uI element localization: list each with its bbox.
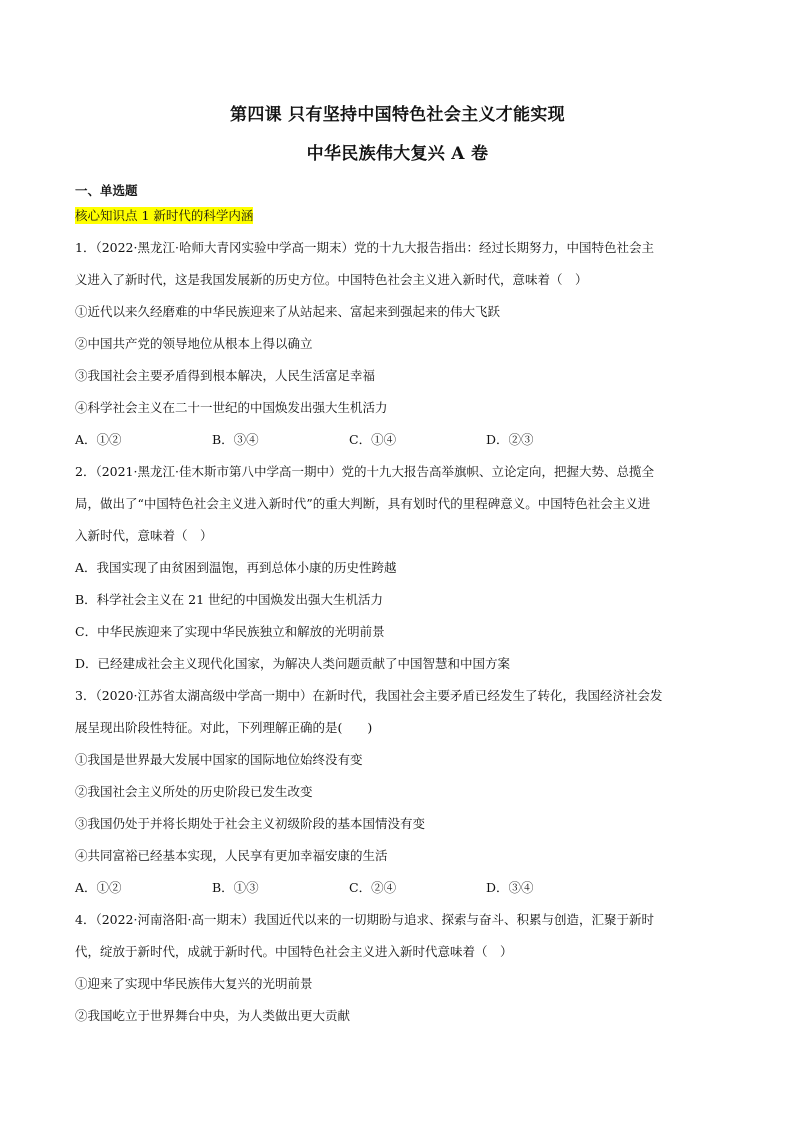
question-stem <box>75 688 720 736</box>
statement-item: ④科学社会主义在二十一世纪的中国焕发出强大生机活力 <box>75 400 388 415</box>
statement-item: ①迎来了实现中华民族伟大复兴的光明前景 <box>75 976 313 991</box>
option-a: A．我国实现了由贫困到温饱，再到总体小康的历史性跨越 <box>75 560 397 575</box>
section-heading: 一、单选题 <box>75 183 138 198</box>
stem-line: 局，做出了“中国特色社会主义进入新时代”的重大判断，具有划时代的里程碑意义。中国特色社会主义进 <box>75 496 651 511</box>
choice-b: B．①③ <box>212 880 259 895</box>
choice-d: D．③④ <box>486 880 534 895</box>
question-stem <box>75 464 720 544</box>
stem-line: 义进入了新时代，这是我国发展新的历史方位。中国特色社会主义进入新时代，意味着（ ） <box>75 272 588 287</box>
stem-line: 1．（2022·黑龙江·哈师大青冈实验中学高一期末）党的十九大报告指出：经过长期努力，中国特色社会主 <box>75 240 654 255</box>
choice-b: B．③④ <box>212 432 259 447</box>
choice-a: A．①② <box>75 432 122 447</box>
document-content <box>75 100 720 1024</box>
question-2 <box>75 464 720 672</box>
question-stem <box>75 240 720 288</box>
choice-c: C．②④ <box>349 880 397 895</box>
choice-d: D．②③ <box>486 432 534 447</box>
question-1 <box>75 240 720 448</box>
choice-c: C．①④ <box>349 432 397 447</box>
statement-item: ③我国仍处于并将长期处于社会主义初级阶段的基本国情没有变 <box>75 816 426 831</box>
question-3 <box>75 688 720 896</box>
statement-item: ①近代以来久经磨难的中华民族迎来了从站起来、富起来到强起来的伟大飞跃 <box>75 304 501 319</box>
question-4 <box>75 912 720 1024</box>
page-title-line-2: 中华民族伟大复兴 A 卷 <box>306 144 489 164</box>
answer-choices <box>75 880 720 896</box>
stem-line: 2．（2021·黑龙江·佳木斯市第八中学高一期中）党的十九大报告高举旗帜、立论定向，把握大势、总揽全 <box>75 464 654 479</box>
statement-item: ③我国社会主要矛盾得到根本解决，人民生活富足幸福 <box>75 368 376 383</box>
statement-item: ②中国共产党的领导地位从根本上得以确立 <box>75 336 313 351</box>
stem-line: 3．（2020·江苏省太湖高级中学高一期中）在新时代，我国社会主要矛盾已经发生了转化，我国经济社会发 <box>75 688 663 703</box>
stem-line: 入新时代，意味着（ ） <box>75 528 213 543</box>
stem-line: 展呈现出阶段性特征。对此，下列理解正确的是( ) <box>75 720 373 735</box>
option-c: C．中华民族迎来了实现中华民族独立和解放的光明前景 <box>75 624 385 639</box>
option-d: D．已经建成社会主义现代化国家，为解决人类问题贡献了中国智慧和中国方案 <box>75 656 511 671</box>
statement-item: ①我国是世界最大发展中国家的国际地位始终没有变 <box>75 752 363 767</box>
stem-line: 4．（2022·河南洛阳·高一期末）我国近代以来的一切期盼与追求、探索与奋斗、积累与创造，汇聚于新时 <box>75 912 654 927</box>
statement-item: ②我国社会主义所处的历史阶段已发生改变 <box>75 784 313 799</box>
page-title-line-1: 第四课 只有坚持中国特色社会主义才能实现 <box>230 105 565 125</box>
statement-item: ④共同富裕已经基本实现，人民享有更加幸福安康的生活 <box>75 848 388 863</box>
statement-item: ②我国屹立于世界舞台中央，为人类做出更大贡献 <box>75 1008 351 1023</box>
option-b: B．科学社会主义在 21 世纪的中国焕发出强大生机活力 <box>75 592 384 607</box>
stem-line: 代，绽放于新时代，成就于新时代。中国特色社会主义进入新时代意味着（ ） <box>75 944 513 959</box>
answer-choices <box>75 432 720 448</box>
choice-a: A．①② <box>75 880 122 895</box>
knowledge-point-line <box>75 208 720 224</box>
question-stem <box>75 912 720 960</box>
knowledge-point-highlight: 核心知识点 1 新时代的科学内涵 <box>75 208 254 223</box>
